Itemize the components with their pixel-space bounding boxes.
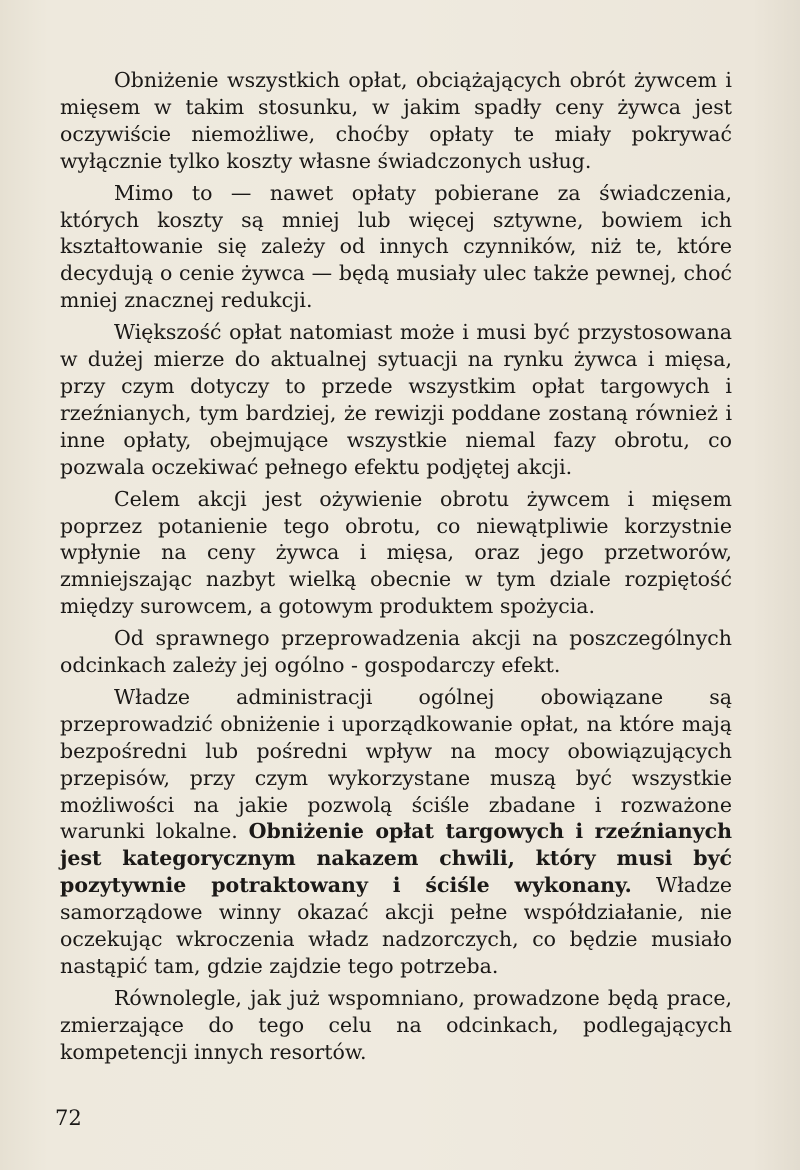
paragraph-4 xyxy=(60,486,732,621)
paragraph-text: Obniżenie wszystkich opłat, obciążających obrót żywcem i mięsem w takim stosunku, w jakim spadły ceny żywca jest oczywiście niemożliwe, choćby opłaty te miały pokrywać wyłącznie tylko koszty własne świadczonych usług. xyxy=(60,68,732,173)
paragraph-text-continued: Władze samorządowe winny okazać akcji pełne współdziałanie, nie oczekując wkroczenia władz nadzorczych, co będzie musiało nastąpić tam, gdzie zajdzie tego potrzeba. xyxy=(60,873,732,978)
paragraph-3 xyxy=(60,319,732,480)
paragraph-text: Od sprawnego przeprowadzenia akcji na poszczególnych odcinkach zależy jej ogólno - gospodarczy efekt. xyxy=(60,626,732,678)
page-number: 72 xyxy=(55,1106,82,1130)
paragraph-text: Władze administracji ogólnej obowiązane są przeprowadzić obniżenie i uporządkowanie opłat, na które mają bezpośredni lub pośredni wpływ na mocy obowiązujących przepisów, przy czym wykorzystane muszą być wszystkie możliwości na jakie pozwolą ściśle zbadane i rozważone warunki lokalne. xyxy=(60,684,732,844)
paragraph-text: Celem akcji jest ożywienie obrotu żywcem i mięsem poprzez potanienie tego obrotu, co niewątpliwie korzystnie wpłynie na ceny żywca i mięsa, oraz jego przetworów, zmniejszając nazbyt wielką obecnie w tym dziale rozpiętość między surowcem, a gotowym produktem spożycia. xyxy=(60,486,732,619)
paragraph-text: Równolegle, jak już wspomniano, prowadzone będą prace, zmierzające do tego celu na odcinkach, podlegających kompetencji innych resortów. xyxy=(60,985,732,1064)
paragraph-7 xyxy=(60,985,732,1066)
paragraph-1 xyxy=(60,67,732,175)
paragraph-6 xyxy=(60,684,732,980)
paragraph-text: Mimo to — nawet opłaty pobierane za świadczenia, których koszty są mniej lub więcej sztywne, bowiem ich kształtowanie się zależy od innych czynników, niż te, które decydują o cenie żywca — będą musiały ulec także pewnej, choć mniej znacznej redukcji. xyxy=(60,180,732,313)
paragraph-text: Większość opłat natomiast może i musi być przystosowana w dużej mierze do aktualnej sytuacji na rynku żywca i mięsa, przy czym dotyczy to przede wszystkim opłat targowych i rzeźnianych, tym bardziej, że rewizji poddane zostaną również i inne opłaty, obejmujące wszystkie niemal fazy obrotu, co pozwala oczekiwać pełnego efektu podjętej akcji. xyxy=(60,320,732,479)
paragraph-2 xyxy=(60,180,732,315)
body-text xyxy=(60,67,732,1071)
bold-emphasis: Obniżenie opłat targowych i rzeźnianych jest kategorycznym nakazem chwili, który musi być pozytywnie potraktowany i ściśle wykonany. xyxy=(60,819,732,898)
paragraph-5 xyxy=(60,625,732,679)
